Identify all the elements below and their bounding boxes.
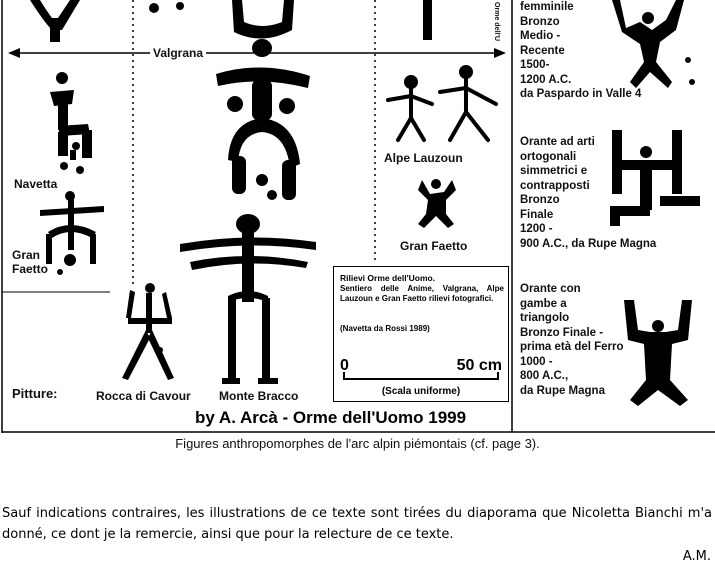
scale-start-label: 0 [340,357,349,374]
scale-note: (Scala uniforme) [381,386,461,397]
label-gran-faetto-left-1: Gran [12,248,41,262]
legend-reference: (Navetta da Rossi 1989) [340,324,430,333]
side-text-block-1: femminile Bronzo Medio - Recente 1500- 1200 A.C. da Paspardo in Valle 4 [520,1,642,100]
figure-credit: by A. Arcà - Orme dell'Uomo 1999 [195,408,467,427]
scale-end-label: 50 cm [456,357,502,374]
label-alpe-lauzoun: Alpe Lauzoun [384,151,463,165]
label-valgrana: Valgrana [150,46,206,60]
side-text-block-2: Orante ad arti ortogonali simmetrici e contrapposti Bronzo Finale 1200 - 900 A.C., da Rupe Magna [520,136,657,250]
label-gran-faetto-right: Gran Faetto [400,239,468,253]
label-pitture: Pitture: [12,386,58,401]
label-monte-bracco: Monte Bracco [219,389,299,403]
label-rocca-di-cavour: Rocca di Cavour [96,389,191,403]
figure-caption: Figures anthropomorphes de l'arc alpin piémontais (cf. page 3). [175,436,540,451]
legend-title: Rilievi Orme dell'Uomo. [340,273,436,283]
label-orme-vertical: Orme dell'U [493,2,500,42]
signature: A.M. [682,549,711,564]
scale-legend-box [333,266,509,402]
acknowledgement-paragraph: Sauf indications contraires, les illustrations de ce texte sont tirées du diaporama que Nicoletta Bianchi m'a donné, ce dont je la remercie, ainsi que pour la relecture de ce texte. [2,506,712,542]
label-gran-faetto-left-2: Faetto [12,262,48,276]
label-navetta: Navetta [14,177,58,191]
legend-body: Sentiero delle Anime, Valgrana, Alpe Lauzoun e Gran Faetto rilievi fotografici. [340,284,504,303]
side-text-block-3: Orante con gambe a triangolo Bronzo Finale - prima età del Ferro 1000 - 800 A.C., da Rupe Magna [520,283,624,397]
